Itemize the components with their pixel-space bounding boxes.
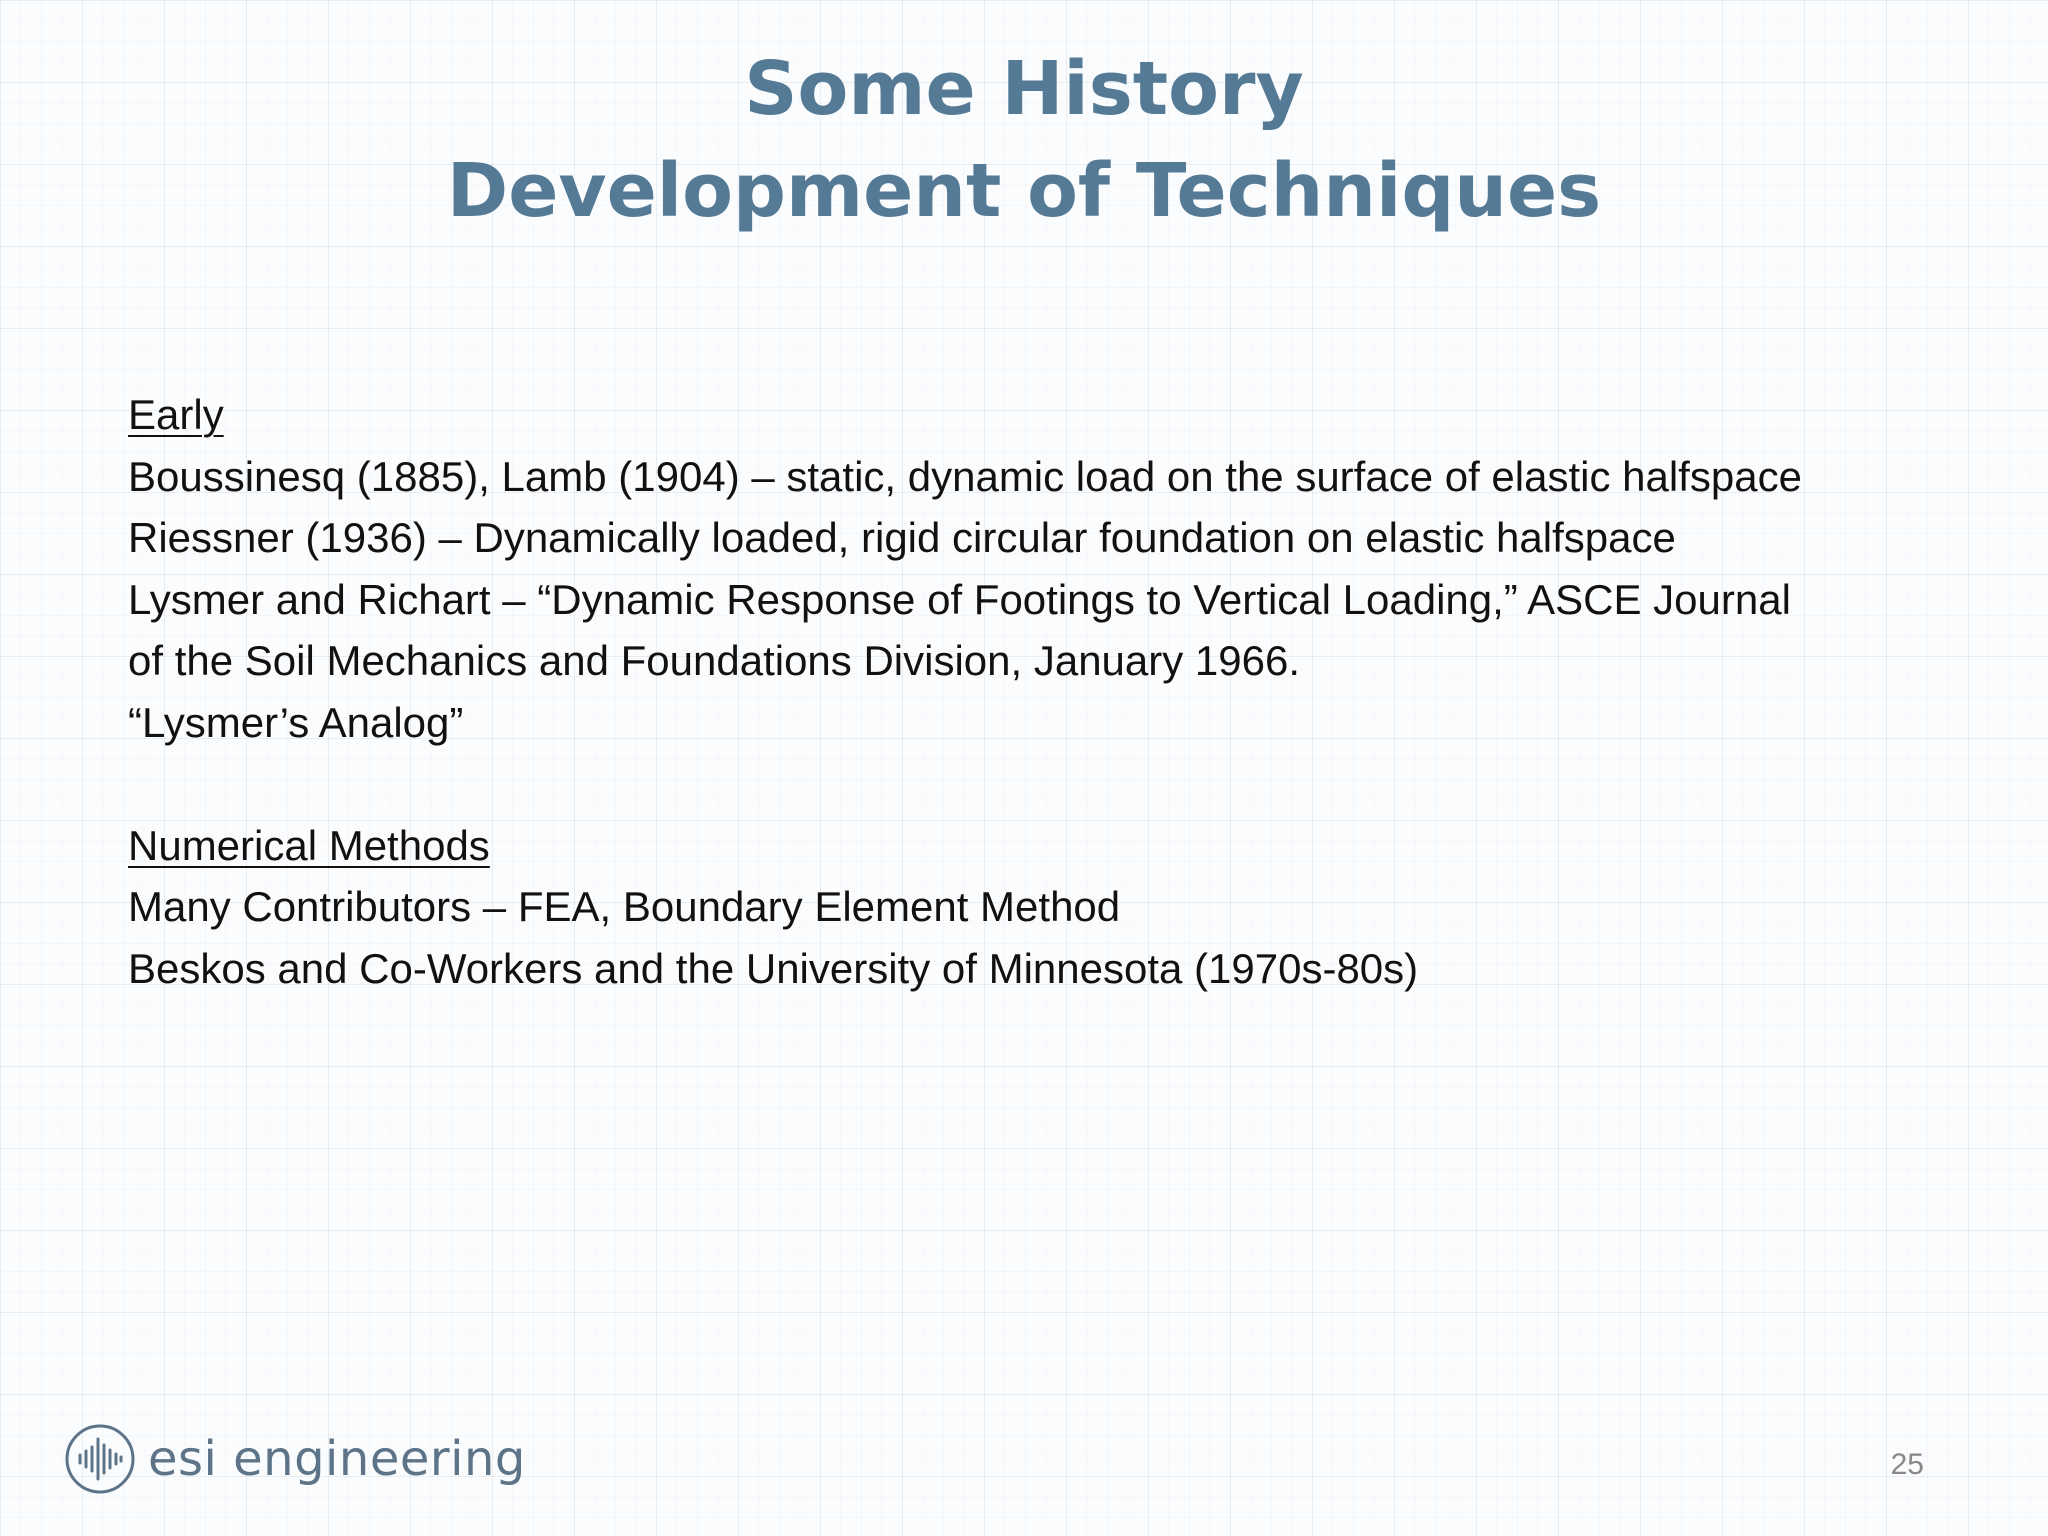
early-line-journal: of the Soil Mechanics and Foundations Division, January 1966. xyxy=(128,637,1301,684)
company-logo xyxy=(64,1421,526,1497)
slide-body xyxy=(128,384,2008,999)
section-heading-early: Early xyxy=(128,391,224,438)
slide-title xyxy=(0,38,2048,242)
numerical-line-contributors: Many Contributors – FEA, Boundary Element Method xyxy=(128,883,1121,930)
early-line-riessner: Riessner (1936) – Dynamically loaded, rigid circular foundation on elastic halfspace xyxy=(128,514,1676,561)
title-line-2: Development of Techniques xyxy=(446,148,1602,234)
numerical-line-beskos: Beskos and Co-Workers and the University of Minnesota (1970s-80s) xyxy=(128,944,1419,992)
title-line-1: Some History xyxy=(744,46,1304,132)
early-line-boussinesq: Boussinesq (1885), Lamb (1904) – static, dynamic load on the surface of elastic halfspace xyxy=(128,452,1802,500)
sound-wave-circle-icon xyxy=(64,1423,136,1495)
brand-name: esi engineering xyxy=(148,1431,526,1487)
early-line-lysmer-analog: “Lysmer’s Analog” xyxy=(128,698,464,746)
section-spacer xyxy=(128,753,2008,815)
section-heading-numerical-methods: Numerical Methods xyxy=(128,821,490,869)
early-line-lysmer-richart: Lysmer and Richart – “Dynamic Response of Footings to Vertical Loading,” ASCE Journal xyxy=(128,575,1791,623)
page-number: 25 xyxy=(1890,1448,1924,1481)
